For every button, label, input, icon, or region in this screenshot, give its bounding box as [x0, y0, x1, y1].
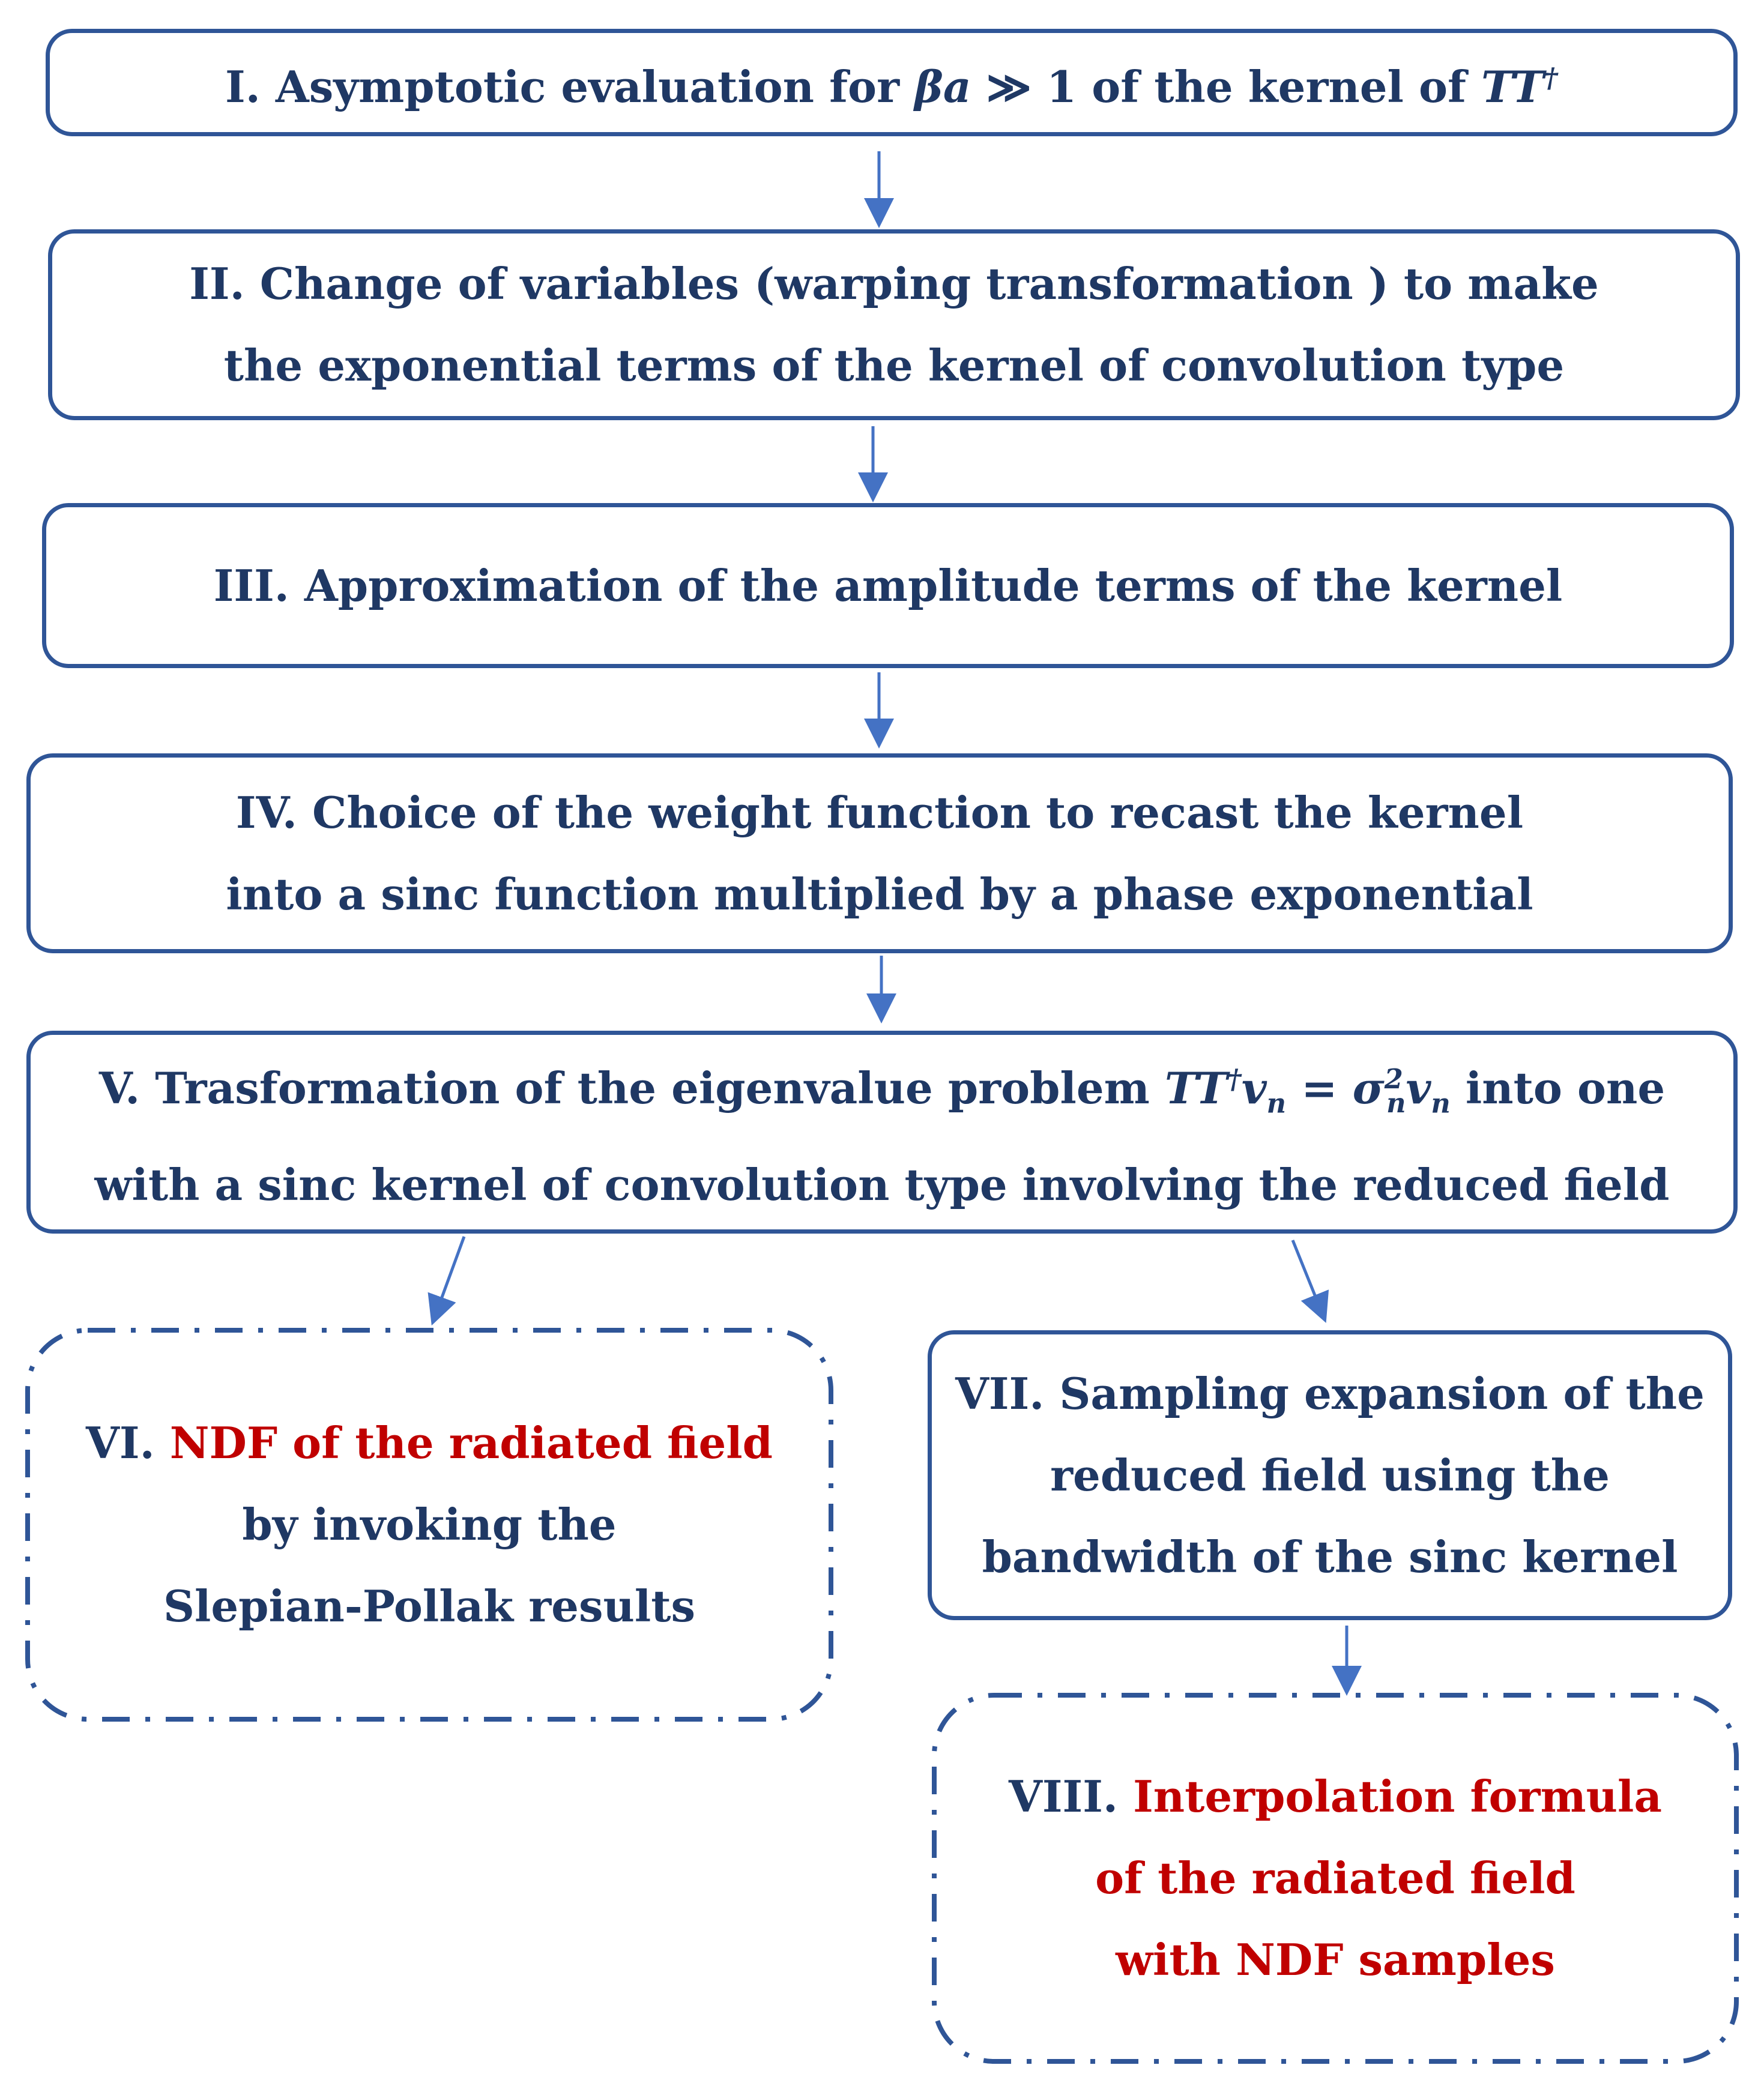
step-v-line-1: V. Trasformation of the eigenvalue problem $TT^\dagger v_n = \sigma^2_nv_n$ into one [98, 1062, 1666, 1120]
step-i-text: I. Asymptotic evaluation for βa ≫ 1 of the kernel of TT† [225, 61, 1558, 112]
step-ii-line-1: II. Change of variables (warping transformation ) to make [189, 258, 1599, 309]
step-iii-line-1: III. Approximation of the amplitude terms of the kernel [213, 559, 1563, 611]
step-vii-line-2: reduced field using the [1050, 1449, 1610, 1501]
step-iv-line-2: into a sinc function multiplied by a phase exponential [226, 868, 1533, 920]
beta-a-symbol: βa [914, 61, 971, 112]
tt-dagger-symbol: TT† [1481, 61, 1558, 112]
step-vi-highlight: NDF of the radiated field [169, 1417, 773, 1468]
step-vii-box [928, 1330, 1732, 1620]
step-ii-line-2: the exponential terms of the kernel of convolution type [223, 340, 1565, 391]
step-vii-line-3: bandwidth of the sinc kernel [982, 1531, 1678, 1582]
arrow-v-vi [435, 1237, 464, 1317]
step-vi-box [24, 1327, 835, 1723]
step-viii-highlight-3: with NDF samples [1116, 1934, 1555, 1985]
step-vi-line-2: by invoking the [242, 1499, 617, 1550]
step-ii-box [48, 229, 1740, 420]
step-v-box [26, 1031, 1738, 1234]
step-vi-line-1: VI. NDF of the radiated field [86, 1417, 773, 1468]
step-viii-highlight-1: Interpolation formula [1133, 1771, 1662, 1822]
step-viii-highlight-2: of the radiated field [1095, 1852, 1575, 1904]
step-viii-line-1: VIII. Interpolation formula [1009, 1771, 1662, 1822]
arrow-v-vii [1293, 1240, 1323, 1315]
step-v-line-2: with a sinc kernel of convolution type involving the reduced field [94, 1159, 1670, 1211]
step-i-box [46, 29, 1738, 136]
step-iv-box [26, 753, 1733, 953]
step-iii-box [42, 503, 1734, 668]
eigenvalue-equation: $TT^\dagger v_n = \sigma^2_nv_n$ [1164, 1062, 1451, 1120]
step-vi-line-3: Slepian-Pollak results [163, 1581, 696, 1632]
step-viii-box [931, 1692, 1740, 2065]
step-iv-line-1: IV. Choice of the weight function to recast the kernel [235, 786, 1524, 838]
step-vii-line-1: VII. Sampling expansion of the [955, 1367, 1705, 1419]
